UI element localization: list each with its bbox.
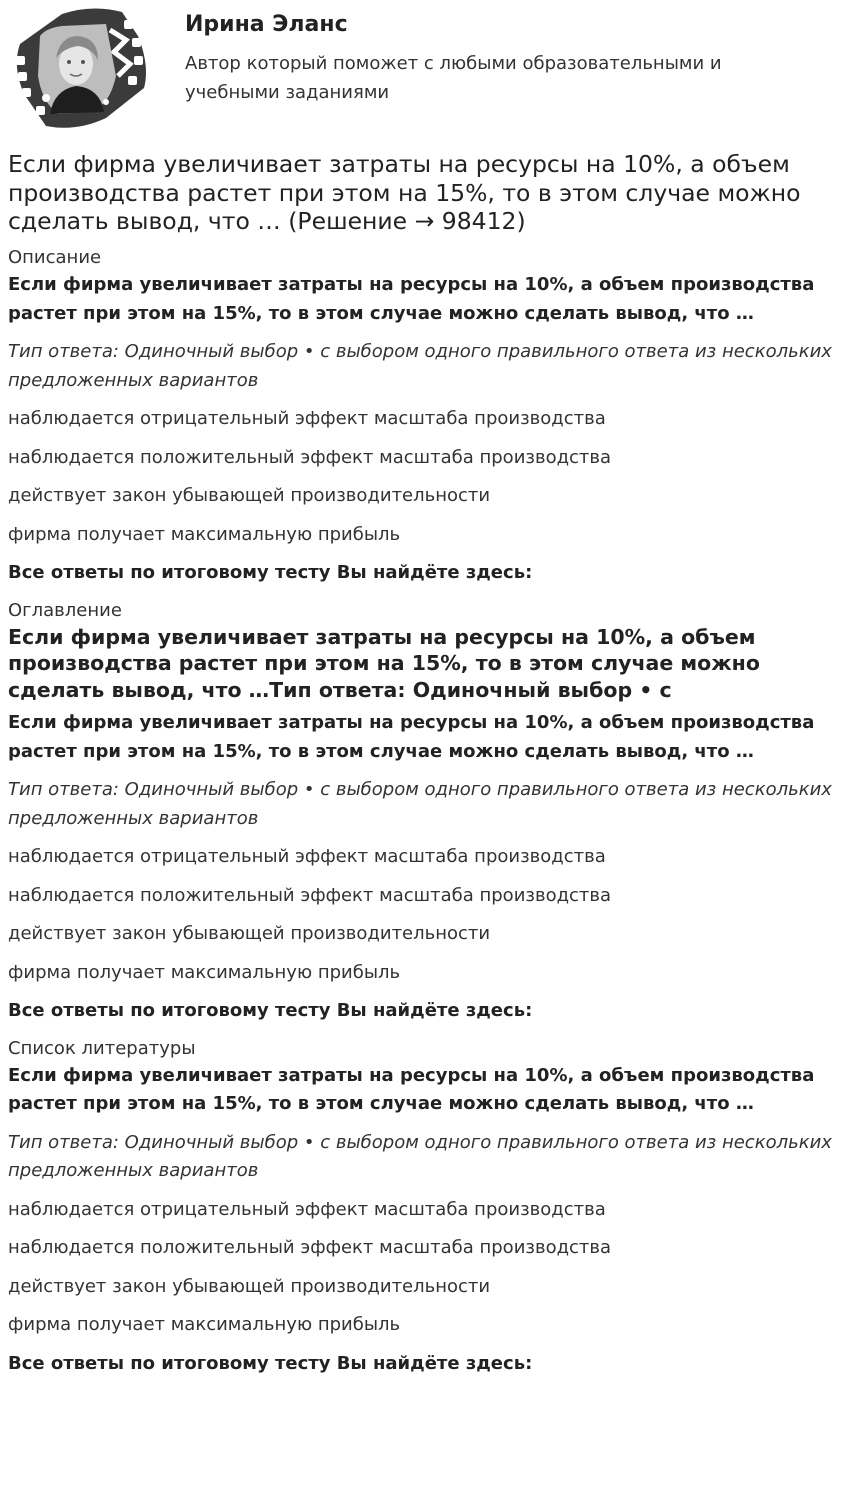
section-references bbox=[8, 1036, 838, 1379]
spacer bbox=[8, 1026, 838, 1036]
section-label-description: Описание bbox=[8, 247, 102, 268]
question-text: Если фирма увеличивает затраты на ресурсы на 10%, а объем производства растет при этом на 15%, то в этом случае можно сделать вывод, что … bbox=[8, 274, 815, 324]
answer-type: Тип ответа: Одиночный выбор • с выбором одного правильного ответа из нескольких предложенных вариантов bbox=[8, 779, 832, 829]
answer-option: фирма получает максимальную прибыль bbox=[8, 1314, 401, 1335]
section-label-references: Список литературы bbox=[8, 1037, 196, 1059]
answer-option: наблюдается отрицательный эффект масштаба производства bbox=[8, 846, 606, 867]
answer-option: наблюдается положительный эффект масштаба производства bbox=[8, 884, 612, 906]
answers-link-text: Все ответы по итоговому тесту Вы найдёте здесь: bbox=[8, 1000, 533, 1021]
section-label-toc: Оглавление bbox=[8, 599, 122, 621]
answer-option: наблюдается положительный эффект масштаба производства bbox=[8, 446, 612, 468]
answer-type: Тип ответа: Одиночный выбор • с выбором одного правильного ответа из нескольких предложенных вариантов bbox=[8, 341, 832, 391]
answer-type: Тип ответа: Одиночный выбор • с выбором одного правильного ответа из нескольких предложенных вариантов bbox=[8, 1131, 832, 1181]
answer-option: наблюдается положительный эффект масштаба производства bbox=[8, 1237, 612, 1258]
author-name[interactable]: Ирина Эланс bbox=[185, 12, 348, 37]
avatar[interactable] bbox=[6, 6, 152, 130]
answer-option: фирма получает максимальную прибыль bbox=[8, 961, 401, 983]
toc-heading[interactable]: Если фирма увеличивает затраты на ресурсы на 10%, а объем производства растет при этом на 15%, то в этом случае можно сделать вывод, что …Тип ответа: Одиночный выбор • с bbox=[8, 624, 760, 702]
answers-link-text: Все ответы по итоговому тесту Вы найдёте здесь: bbox=[8, 1352, 533, 1374]
answer-option: наблюдается отрицательный эффект масштаба производства bbox=[8, 408, 606, 429]
answer-option: наблюдается отрицательный эффект масштаба производства bbox=[8, 1198, 606, 1220]
page-title: Если фирма увеличивает затраты на ресурсы на 10%, а объем производства растет при этом на 15%, то в этом случае можно сделать вывод, что … (Решение → 98412) bbox=[8, 150, 801, 235]
section-toc bbox=[8, 598, 838, 1026]
spacer bbox=[8, 588, 838, 598]
main-content bbox=[8, 245, 838, 1378]
answer-option: действует закон убывающей производительности bbox=[8, 923, 491, 944]
answer-option: фирма получает максимальную прибыль bbox=[8, 523, 401, 545]
answer-option: действует закон убывающей производительности bbox=[8, 1275, 491, 1297]
answers-link-text: Все ответы по итоговому тесту Вы найдёте здесь: bbox=[8, 562, 533, 583]
section-description bbox=[8, 245, 838, 588]
film-strip-photo-frame-icon bbox=[6, 6, 152, 130]
author-description: Автор который поможет с любыми образовательными и учебными заданиями bbox=[185, 53, 722, 103]
answer-option: действует закон убывающей производительности bbox=[8, 485, 491, 506]
question-text: Если фирма увеличивает затраты на ресурсы на 10%, а объем производства растет при этом на 15%, то в этом случае можно сделать вывод, что … bbox=[8, 712, 815, 762]
question-text: Если фирма увеличивает затраты на ресурсы на 10%, а объем производства растет при этом на 15%, то в этом случае можно сделать вывод, что … bbox=[8, 1064, 815, 1114]
author-header bbox=[0, 0, 847, 140]
